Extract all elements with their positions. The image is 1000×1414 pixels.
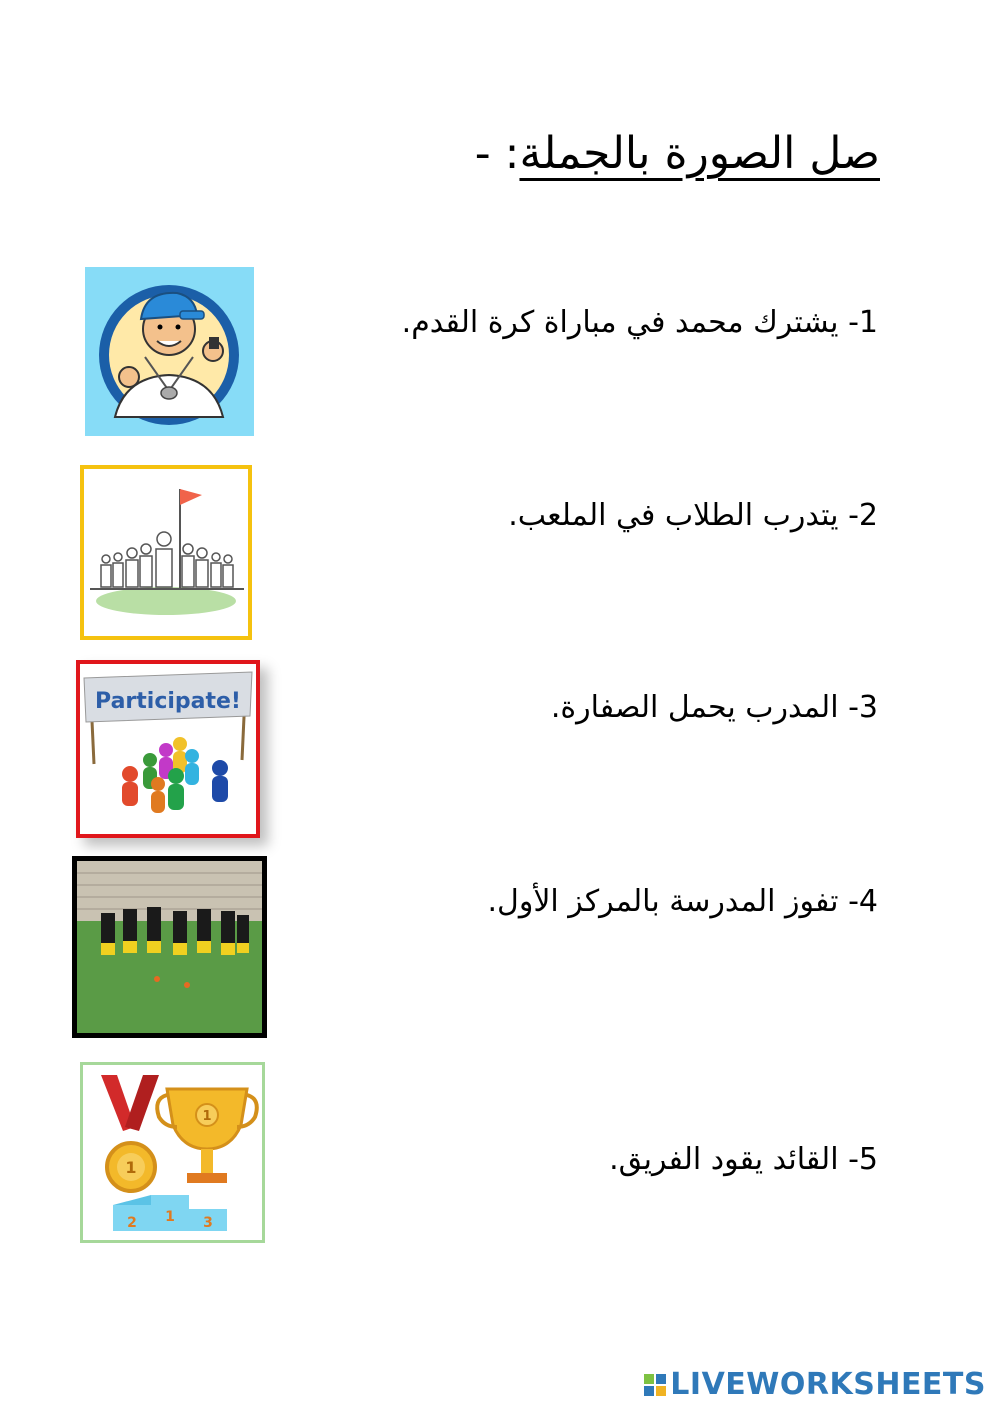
sentence-text: تفوز المدرسة بالمركز الأول. [487, 884, 839, 919]
sentence-text: القائد يقود الفريق. [609, 1142, 839, 1177]
title-suffix: : - [474, 128, 520, 179]
brand-text: LIVEWORKSHEETS [670, 1367, 986, 1402]
liveworksheets-logo [644, 1367, 986, 1402]
medal-trophy-podium-image[interactable] [80, 1062, 265, 1243]
podium-label-2: 2 [127, 1215, 137, 1231]
coach-whistle-image[interactable] [85, 267, 254, 436]
liveworksheets-icon [644, 1374, 666, 1396]
podium-label-3: 3 [203, 1215, 213, 1231]
sentence-1: 1- يشترك محمد في مباراة كرة القدم. [401, 305, 878, 340]
worksheet-title [475, 128, 880, 179]
sentence-number: 5 [858, 1142, 878, 1177]
sentence-number: 3 [858, 690, 878, 725]
sentence-5: 5- القائد يقود الفريق. [609, 1142, 878, 1177]
sentence-text: يشترك محمد في مباراة كرة القدم. [401, 305, 839, 340]
sentence-text: يتدرب الطلاب في الملعب. [508, 498, 839, 533]
sentence-4: 4- تفوز المدرسة بالمركز الأول. [487, 884, 878, 919]
participate-banner-image[interactable] [76, 660, 260, 838]
sentence-number: 2 [858, 498, 878, 533]
sentence-number: 4 [858, 884, 878, 919]
sentence-3: 3- المدرب يحمل الصفارة. [550, 690, 878, 725]
sentence-number: 1 [858, 305, 878, 340]
podium-label-1: 1 [165, 1209, 175, 1225]
banner-text: Participate! [95, 689, 241, 714]
leader-flag-team-image[interactable] [80, 465, 252, 640]
title-text: صل الصورة بالجملة [519, 128, 880, 179]
trophy-number: 1 [202, 1109, 212, 1124]
medal-number: 1 [125, 1158, 137, 1177]
sentence-text: المدرب يحمل الصفارة. [550, 690, 839, 725]
football-training-image[interactable] [72, 856, 267, 1038]
sentence-2: 2- يتدرب الطلاب في الملعب. [508, 498, 878, 533]
